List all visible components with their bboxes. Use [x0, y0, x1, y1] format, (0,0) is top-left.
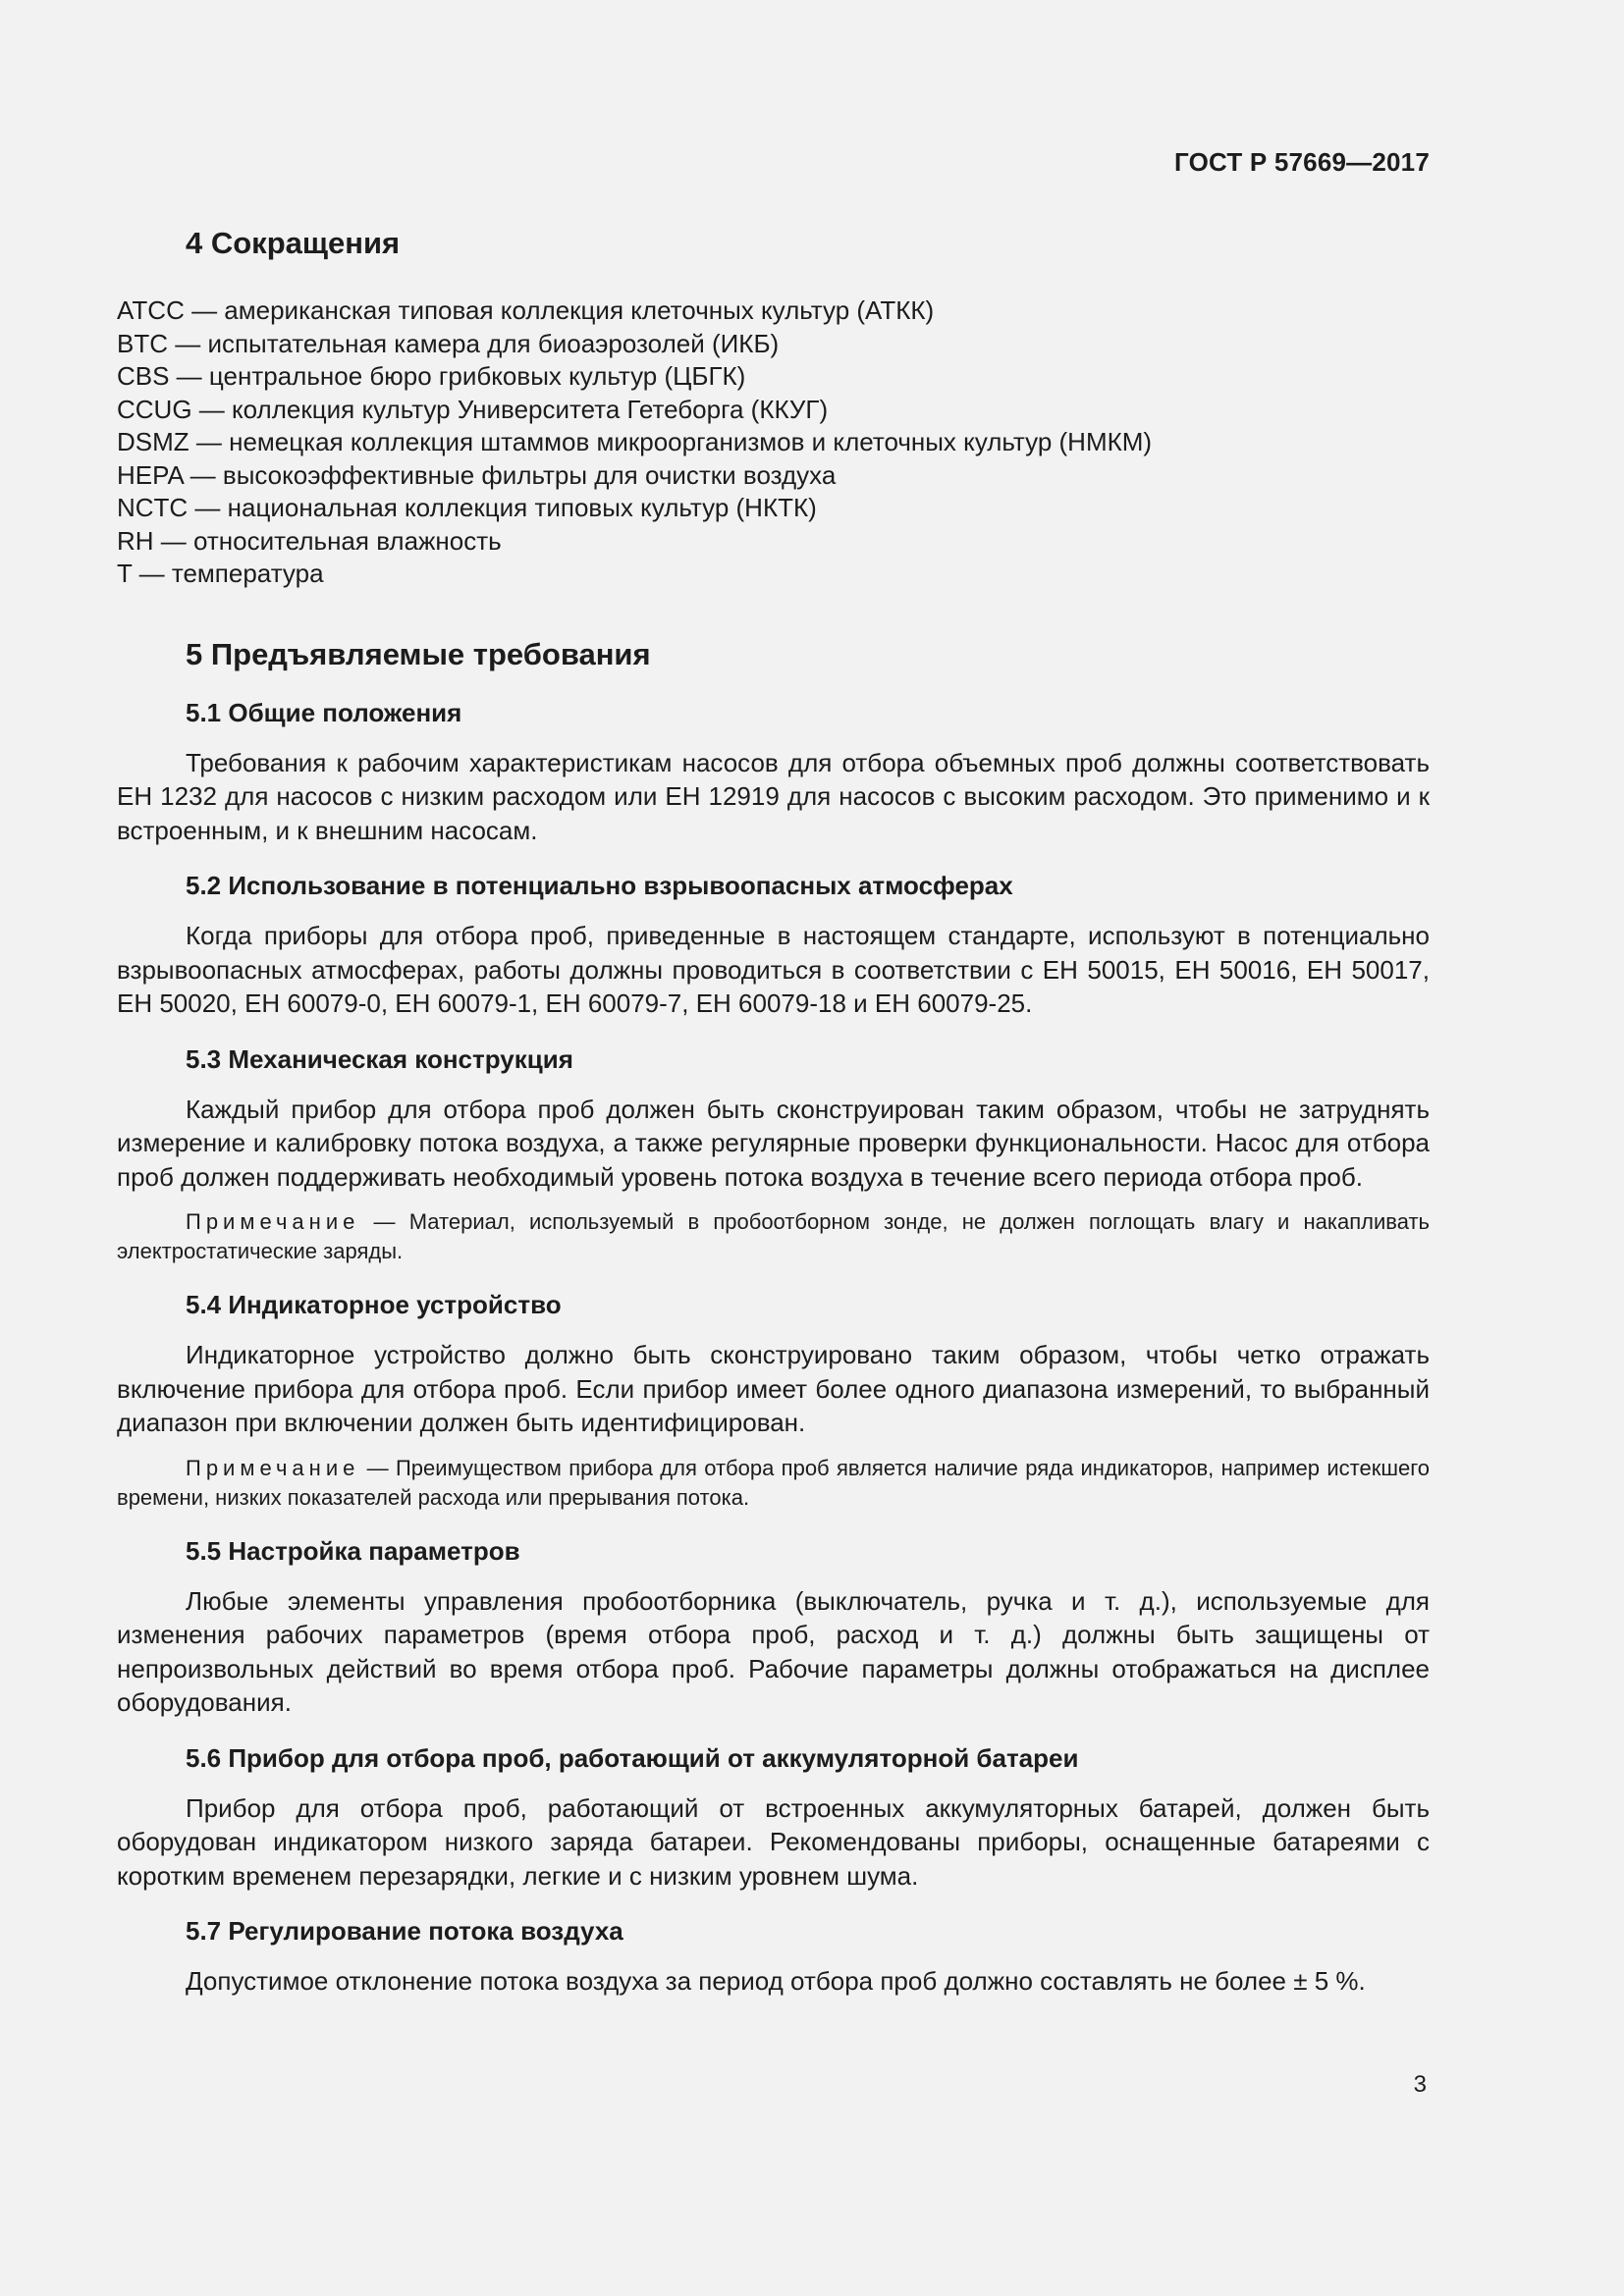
abbreviation-item: T — температура: [117, 559, 324, 588]
section-5-title: 5 Предъявляемые требования: [186, 636, 651, 671]
subsection-text: Индикаторное устройство должно быть сконструировано таким образом, чтобы четко отражать включение прибора для отбора проб. Если прибор имеет более одного диапазона измерений, то выбранный диапазон при включении должен быть идентифицирован.: [117, 1340, 1430, 1437]
subsection-text: Допустимое отклонение потока воздуха за период отбора проб должно составлять не более ± 5 %.: [186, 1966, 1366, 1996]
abbreviation-item: CCUG — коллекция культур Университета Гетеборга (ККУГ): [117, 394, 829, 424]
note: [117, 1207, 1430, 1266]
note-text: — Материал, используемый в пробоотборном зонде, не должен поглощать влагу и накапливать электростатические заряды.: [117, 1209, 1430, 1263]
abbreviation-item: RH — относительная влажность: [117, 525, 502, 556]
subsection-text: Требования к рабочим характеристикам насосов для отбора объемных проб должны соответствовать ЕН 1232 для насосов с низким расходом или ЕН 12919 для насосов с высоким расходом. Это применимо и к встроенным, и к внешним насосам.: [117, 747, 1430, 845]
subsection-text: Прибор для отбора проб, работающий от встроенных аккумуляторных батарей, должен быть оборудован индикатором низкого заряда батареи. Рекомендованы приборы, оснащенные батареями с коротким временем перезарядки, легкие и с низким уровнем шума.: [117, 1792, 1430, 1891]
subsection-5-1: [117, 696, 1430, 848]
subsection-text: Любые элементы управления пробоотборника (выключатель, ручка и т. д.), используемые для изменения рабочих параметров (время отбора проб, расход и т. д.) должны быть защищены от непроизвольных действий во время отбора проб. Рабочие параметры должны отображаться на дисплее оборудования.: [117, 1585, 1430, 1717]
subsection-title: 5.2 Использование в потенциально взрывоопасных атмосферах: [186, 871, 1013, 900]
abbreviation-item: BTC — испытательная камера для биоаэрозолей (ИКБ): [117, 328, 780, 358]
subsection-text: Каждый прибор для отбора проб должен быть сконструирован таким образом, чтобы не затруднять измерение и калибровку потока воздуха, а также регулярные проверки функциональности. Насос для отбора проб должен поддерживать необходимый уровень потока воздуха в течение всего периода отбора проб.: [117, 1094, 1430, 1192]
subsection-5-7: [117, 1914, 1430, 1999]
subsection-title: 5.3 Механическая конструкция: [186, 1043, 573, 1074]
note-label: Примечание: [186, 1209, 360, 1234]
section-4-title: 4 Сокращения: [186, 226, 401, 260]
page-content: [117, 224, 1430, 1999]
note-label: Примечание: [186, 1455, 360, 1480]
abbreviation-list: [117, 294, 1430, 591]
subsection-title: 5.1 Общие положения: [186, 697, 462, 727]
subsection-text: Когда приборы для отбора проб, приведенные в настоящем стандарте, используют в потенциально взрывоопасных атмосферах, работы должны проводиться в соответствии с ЕН 50015, ЕН 50016, ЕН 50017, ЕН 50020, ЕН 60079-0, ЕН 60079-1, ЕН 60079-7, ЕН 60079-18 и ЕН 60079-25.: [117, 921, 1430, 1018]
subsection-5-4: [117, 1288, 1430, 1513]
note-text: — Преимуществом прибора для отбора проб является наличие ряда индикаторов, например истекшего времени, низких показателей расхода или прерывания потока.: [117, 1455, 1430, 1510]
page-number: 3: [1413, 2071, 1427, 2098]
document-code: ГОСТ Р 57669—2017: [1174, 147, 1430, 177]
subsection-title: 5.5 Настройка параметров: [186, 1535, 520, 1566]
abbreviation-item: CBS — центральное бюро грибковых культур (ЦБГК): [117, 361, 746, 391]
subsection-5-5: [117, 1534, 1430, 1720]
abbreviation-item: NCTC — национальная коллекция типовых культур (НКТК): [117, 493, 817, 522]
subsection-5-6: [117, 1741, 1430, 1894]
abbreviation-item: DSMZ — немецкая коллекция штаммов микроорганизмов и клеточных культур (НМКМ): [117, 427, 1153, 456]
subsection-5-2: [117, 869, 1430, 1021]
abbreviation-item: ATCC — американская типовая коллекция клеточных культур (АТКК): [117, 295, 935, 325]
subsection-title: 5.4 Индикаторное устройство: [186, 1290, 562, 1319]
subsection-title: 5.7 Регулирование потока воздуха: [186, 1916, 623, 1946]
abbreviation-item: HEPA — высокоэффективные фильтры для очистки воздуха: [117, 459, 837, 490]
subsection-5-3: [117, 1042, 1430, 1267]
subsection-title: 5.6 Прибор для отбора проб, работающий от аккумуляторной батареи: [186, 1742, 1079, 1773]
note: [117, 1454, 1430, 1513]
